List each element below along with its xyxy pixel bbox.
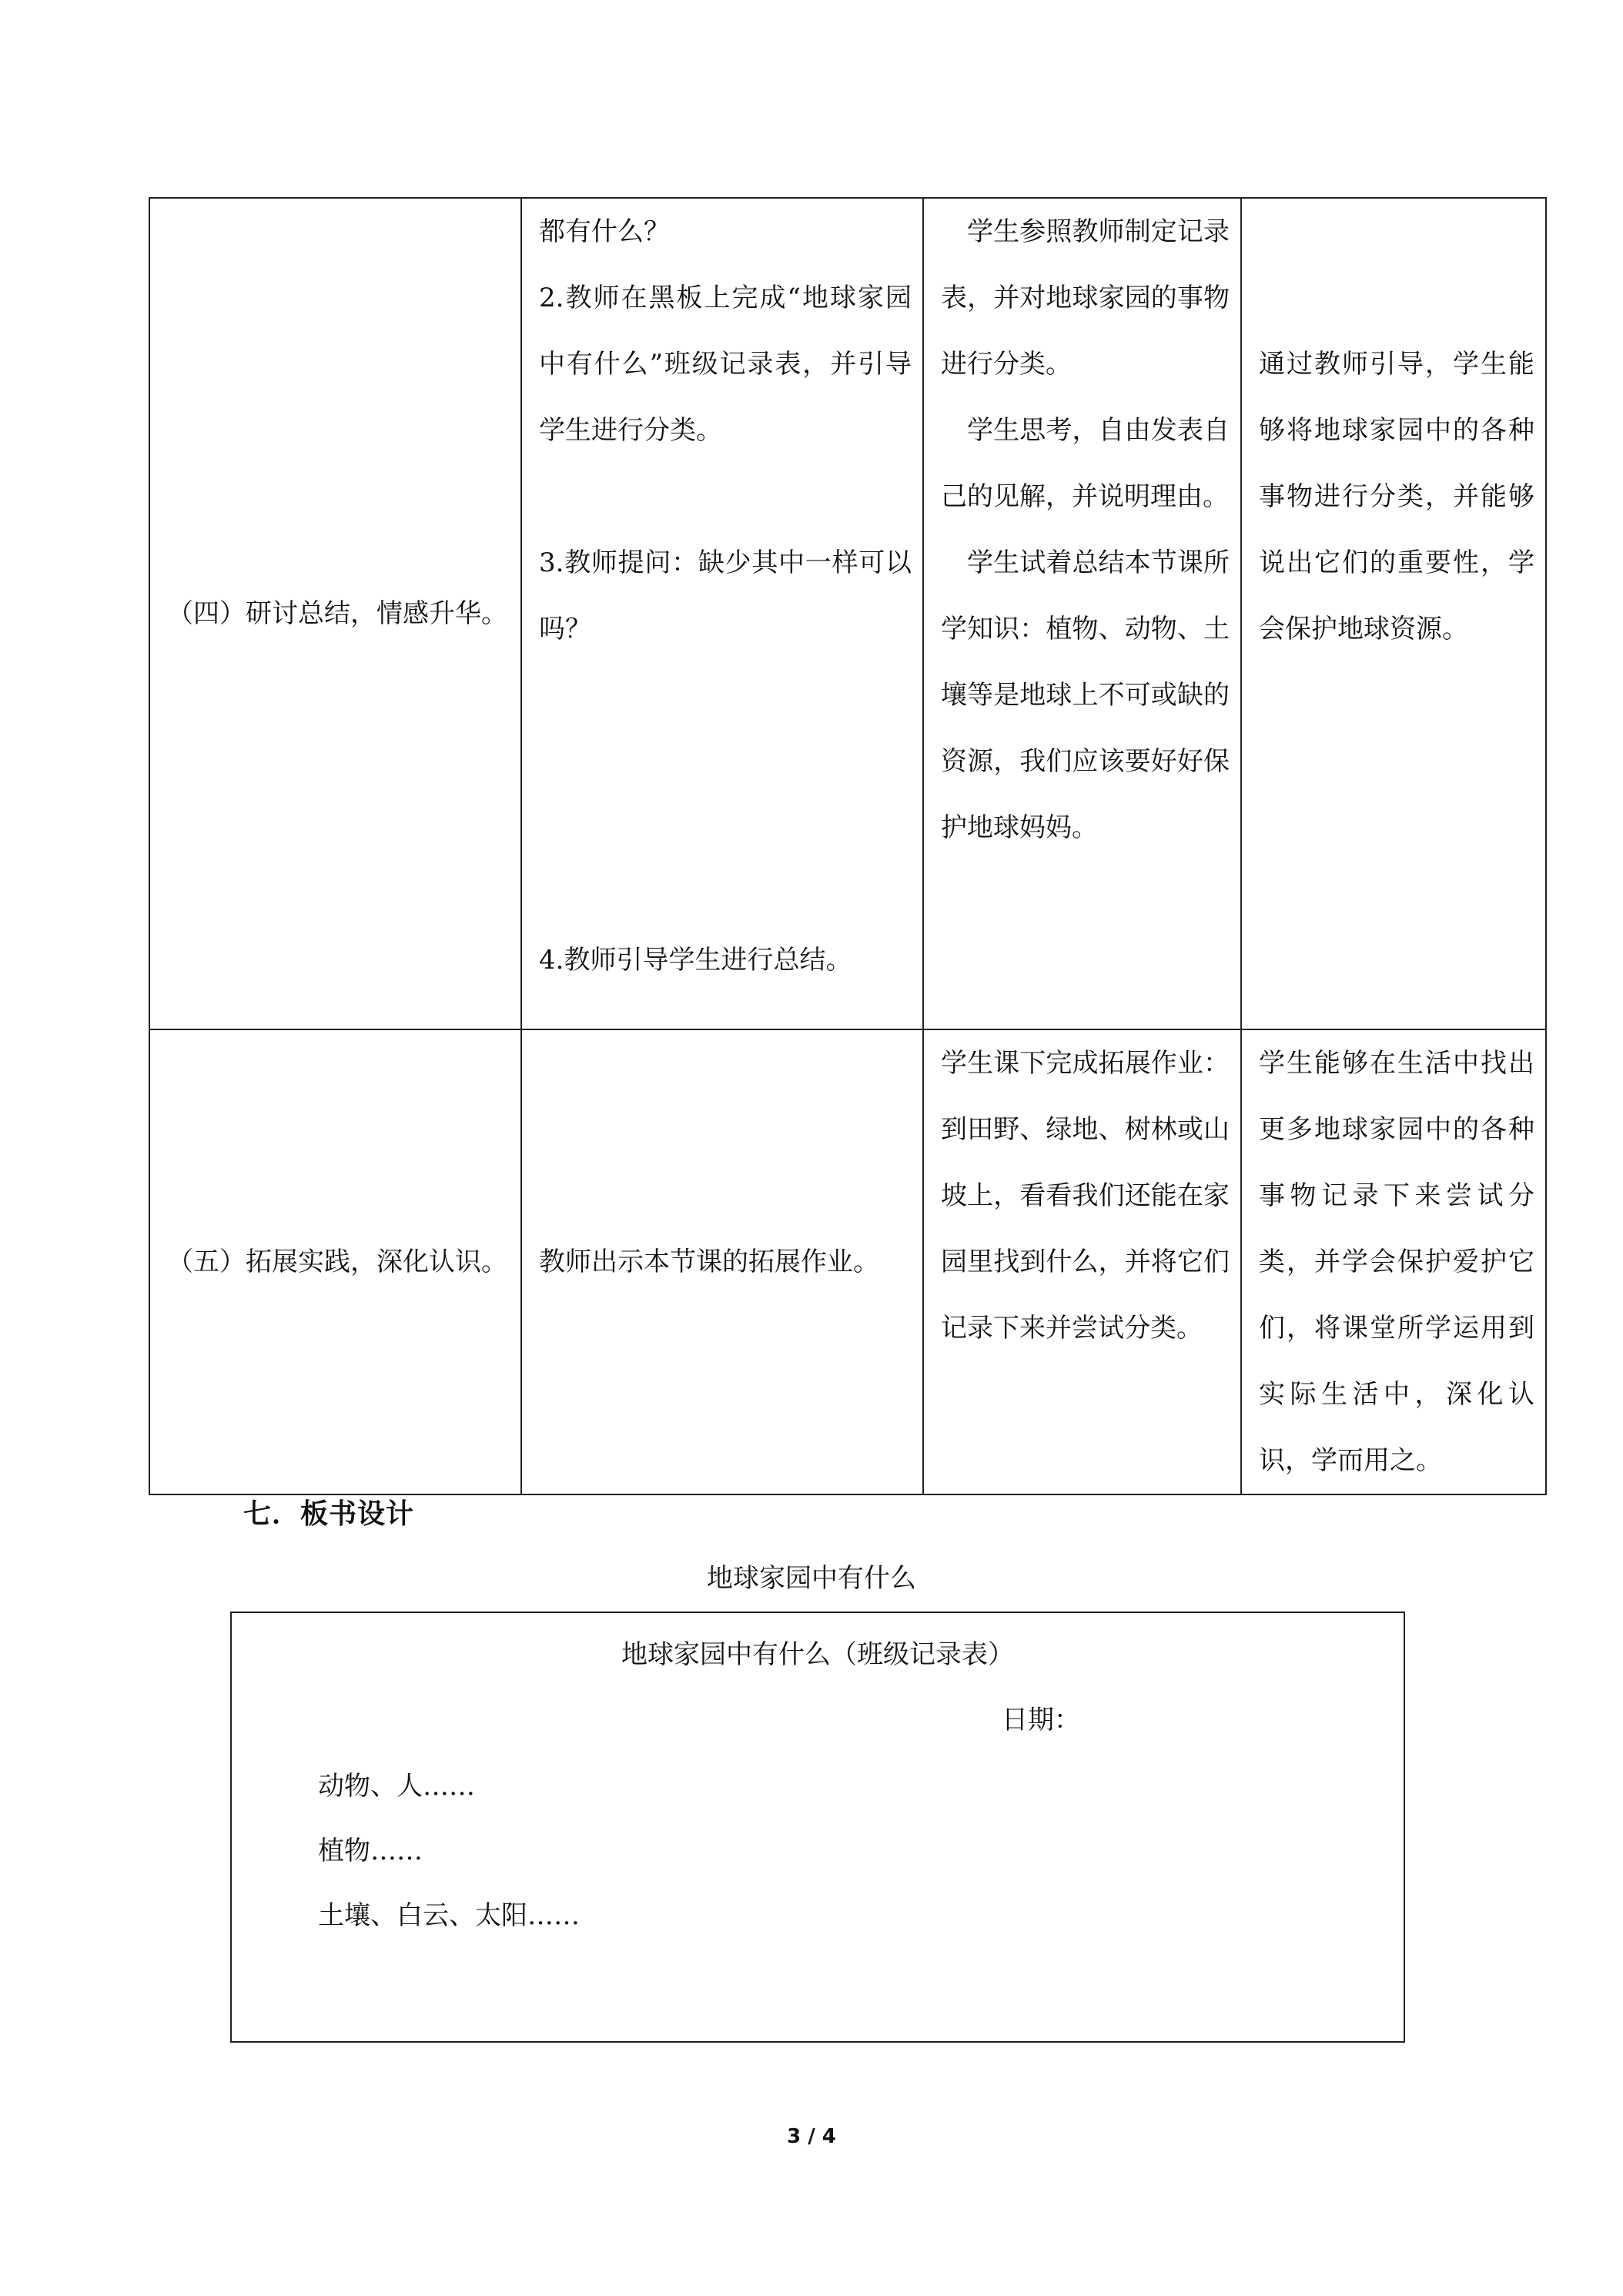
board-line-animals: 动物、人……: [318, 1771, 475, 1802]
student-activity-cell: [923, 1029, 1241, 1494]
student-activity-text: 学生课下完成拓展作业：到田野、绿地、树林或山坡上，看看我们还能在家园里找到什么，并将它们记录下来并尝试分类。: [941, 1048, 1230, 1344]
design-intent-text: 学生能够在生活中找出更多地球家园中的各种事物记录下来尝试分类，并学会保护爱护它们，将课堂所学运用到实际生活中，深化认识，学而用之。: [1259, 1048, 1534, 1476]
board-title: 地球家园中有什么（班级记录表）: [621, 1639, 1014, 1670]
table-row: [149, 1029, 1546, 1494]
teacher-activity-text: 4.教师引导学生进行总结。: [539, 945, 852, 976]
board-design-box: [230, 1612, 1405, 2043]
design-intent-cell: [1241, 198, 1546, 1029]
spacer: [522, 662, 922, 927]
table-row: [149, 198, 1546, 1029]
student-activity-text: 学生思考，自由发表自己的见解，并说明理由。: [941, 415, 1230, 512]
stage-cell: [149, 198, 521, 1029]
spacer: [1242, 199, 1545, 331]
teacher-activity-text: 都有什么？: [539, 216, 670, 247]
board-line-nature: 土壤、白云、太阳……: [318, 1900, 580, 1931]
section-heading: 七．板书设计: [243, 1498, 415, 1530]
stage-label: （四）研讨总结，情感升华。: [167, 598, 507, 629]
design-intent-cell: [1241, 1029, 1546, 1494]
stage-cell: [149, 1029, 521, 1494]
student-activity-text: 学生试着总结本节课所学知识：植物、动物、土壤等是地球上不可或缺的资源，我们应该要好好保护地球妈妈。: [941, 547, 1230, 843]
teacher-activity-cell: [521, 1029, 923, 1494]
teacher-activity-text: 3.教师提问：缺少其中一样可以吗？: [539, 547, 912, 644]
student-activity-text: 学生参照教师制定记录表，并对地球家园的事物进行分类。: [941, 216, 1230, 380]
stage-label: （五）拓展实践，深化认识。: [167, 1247, 507, 1277]
teacher-activity-cell: [521, 198, 923, 1029]
design-intent-text: 通过教师引导，学生能够将地球家园中的各种事物进行分类，并能够说出它们的重要性，学会保护地球资源。: [1259, 349, 1534, 644]
student-activity-cell: [923, 198, 1241, 1029]
board-line-plants: 植物……: [318, 1836, 423, 1866]
spacer: [522, 464, 922, 530]
date-label: 日期：: [1002, 1705, 1080, 1735]
teacher-activity-text: 2.教师在黑板上完成“地球家园中有什么”班级记录表，并引导学生进行分类。: [539, 283, 912, 446]
board-caption: 地球家园中有什么: [707, 1563, 916, 1594]
page-number: 3 / 4: [787, 2125, 836, 2148]
lesson-plan-table: [149, 197, 1547, 1495]
teacher-activity-text: 教师出示本节课的拓展作业。: [539, 1247, 879, 1277]
